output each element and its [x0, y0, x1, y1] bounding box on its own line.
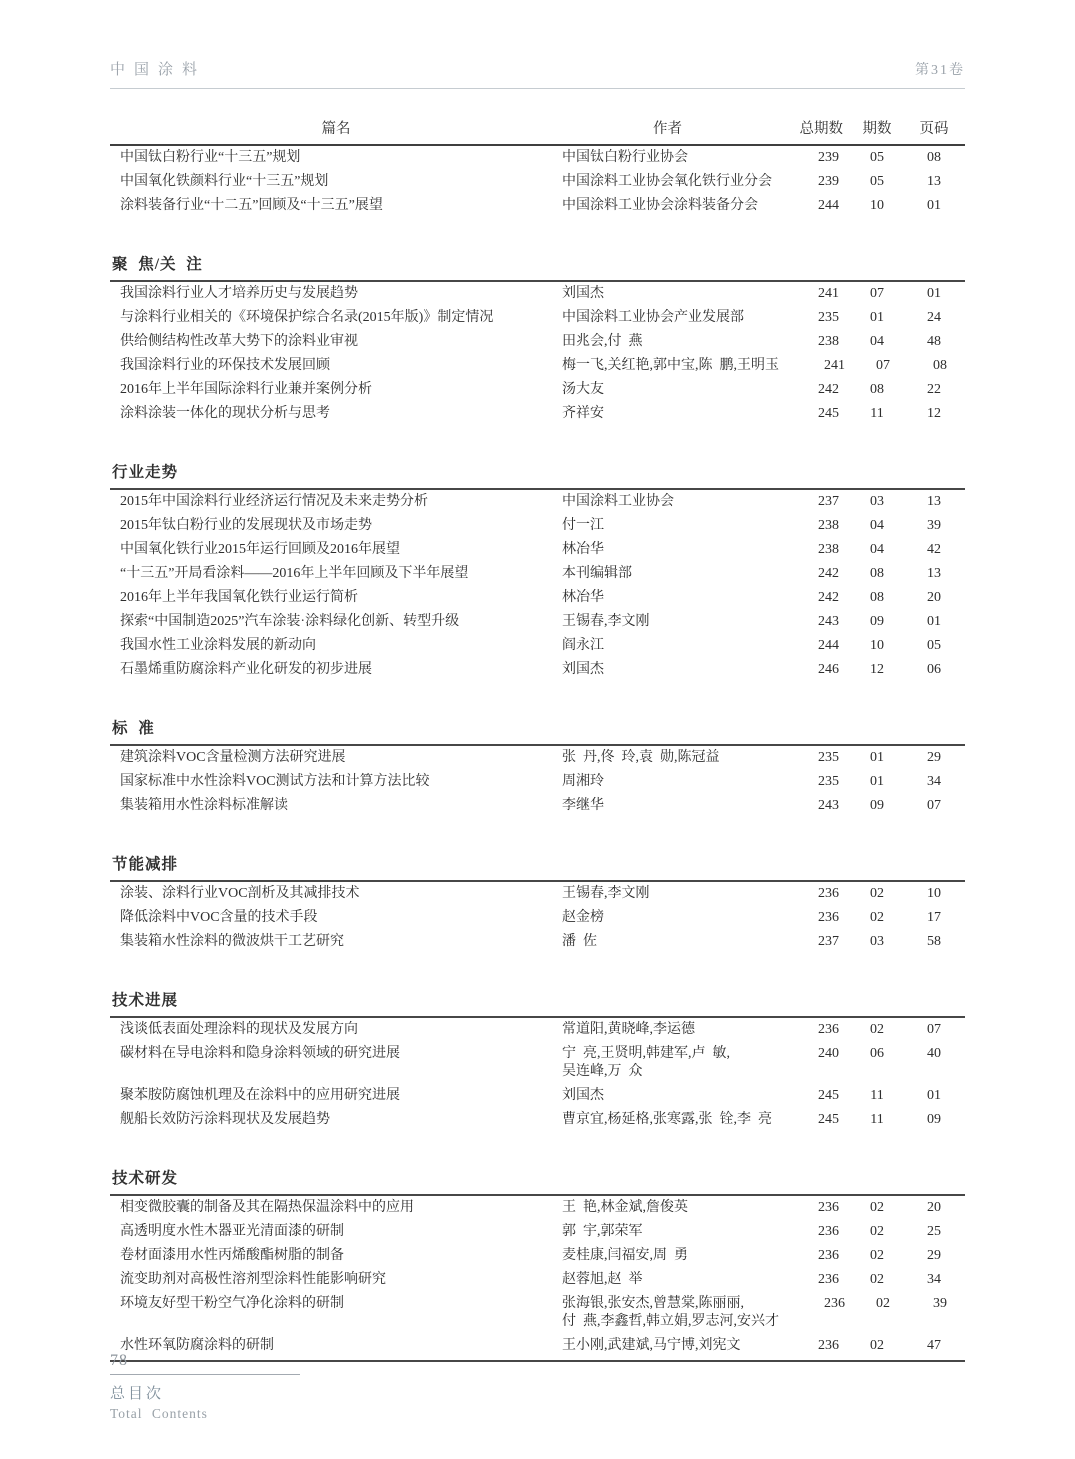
page-number: 13	[927, 566, 941, 581]
page-number: 13	[927, 494, 941, 509]
article-author	[562, 565, 773, 583]
table-row	[110, 490, 965, 514]
page-number: 39	[927, 518, 941, 533]
issue-number: 09	[870, 798, 884, 813]
issue-number: 02	[870, 1248, 884, 1263]
article-title: 中国氧化铁颜料行业“十三五”规划	[120, 174, 329, 189]
author-line: 吴连峰,万 众	[562, 1064, 643, 1079]
section	[110, 146, 965, 218]
total-issue-number: 244	[818, 198, 839, 213]
table-header	[110, 117, 965, 146]
table-row	[110, 794, 965, 818]
footer-toc-chinese: 总目次	[110, 1386, 165, 1402]
page-number: 01	[927, 1088, 941, 1103]
running-head	[110, 58, 965, 89]
column-header-total-issue: 总期数	[799, 121, 843, 137]
table-row	[110, 906, 965, 930]
author-line: 田兆会,付 燕	[562, 334, 643, 349]
article-title: 水性环氧防腐涂料的研制	[120, 1338, 274, 1353]
issue-number: 02	[870, 1224, 884, 1239]
article-author	[562, 309, 773, 327]
article-author	[562, 333, 773, 351]
page-number: 40	[927, 1046, 941, 1061]
article-title: 我国涂料行业人才培养历史与发展趋势	[120, 286, 358, 301]
article-title: 我国水性工业涂料发展的新动向	[120, 638, 316, 653]
total-issue-number: 236	[818, 1272, 839, 1287]
table-row	[110, 882, 965, 906]
footer-toc-english: Total Contents	[110, 1406, 208, 1421]
article-title: 涂料涂装一体化的现状分析与思考	[120, 406, 330, 421]
section	[110, 716, 965, 818]
author-line: 阎永江	[562, 638, 604, 653]
author-line: 齐祥安	[562, 406, 604, 421]
author-line: 梅一飞,关红艳,郭中宝,陈 鹏,王明玉	[562, 358, 779, 373]
issue-number: 09	[870, 614, 884, 629]
author-line: 赵金榜	[562, 910, 604, 925]
page-number: 13	[927, 174, 941, 189]
page-number: 17	[927, 910, 941, 925]
author-line: 汤大友	[562, 382, 604, 397]
article-title: 涂装、涂料行业VOC剖析及其减排技术	[120, 886, 360, 901]
article-author	[562, 909, 773, 927]
issue-number: 11	[870, 1088, 884, 1103]
author-line: 张 丹,佟 玲,袁 勋,陈冠益	[562, 750, 720, 765]
journal-title: 中国涂料	[110, 62, 207, 78]
table-row	[110, 378, 965, 402]
author-line: 林冶华	[562, 590, 604, 605]
total-issue-number: 236	[818, 1022, 839, 1037]
total-issue-number: 235	[818, 774, 839, 789]
issue-number: 10	[870, 638, 884, 653]
article-title: 国家标准中水性涂料VOC测试方法和计算方法比较	[120, 774, 430, 789]
author-line: 张海银,张安杰,曾慧棠,陈丽丽,	[562, 1296, 744, 1311]
author-line: 中国涂料工业协会产业发展部	[562, 310, 744, 325]
article-author	[562, 1223, 773, 1241]
issue-number: 02	[870, 910, 884, 925]
table-row	[110, 1268, 965, 1292]
article-author	[562, 517, 773, 535]
total-issue-number: 245	[818, 406, 839, 421]
total-issue-number: 235	[818, 310, 839, 325]
issue-number: 01	[870, 774, 884, 789]
page-number: 08	[933, 358, 947, 373]
article-author	[562, 749, 773, 767]
issue-number: 12	[870, 662, 884, 677]
section	[110, 460, 965, 682]
issue-number: 02	[870, 886, 884, 901]
table-row	[110, 770, 965, 794]
author-line: 中国钛白粉行业协会	[562, 150, 688, 165]
article-author	[562, 885, 773, 903]
table-row	[110, 194, 965, 218]
issue-number: 08	[870, 566, 884, 581]
page-number: 24	[927, 310, 941, 325]
table-row	[110, 1196, 965, 1220]
article-title: 中国钛白粉行业“十三五”规划	[120, 150, 301, 165]
table-row	[110, 610, 965, 634]
issue-number: 07	[870, 286, 884, 301]
total-issue-number: 238	[818, 542, 839, 557]
total-issue-number: 237	[818, 934, 839, 949]
total-issue-number: 236	[824, 1296, 845, 1311]
total-issue-number: 238	[818, 518, 839, 533]
table-row	[110, 514, 965, 538]
author-line: 刘国杰	[562, 1088, 604, 1103]
page-number: 29	[927, 1248, 941, 1263]
author-line: 潘 佐	[562, 934, 597, 949]
page-number: 22	[927, 382, 941, 397]
article-author	[562, 541, 773, 559]
total-issue-number: 244	[818, 638, 839, 653]
page-number: 01	[927, 614, 941, 629]
table-row	[110, 354, 965, 378]
author-line: 赵蓉旭,赵 举	[562, 1272, 643, 1287]
page-number: 29	[927, 750, 941, 765]
author-line: 付一江	[562, 518, 604, 533]
page-number: 06	[927, 662, 941, 677]
total-issue-number: 236	[818, 1200, 839, 1215]
table-row	[110, 282, 965, 306]
column-header-author: 作者	[653, 121, 682, 137]
author-line: 郭 宇,郭荣军	[562, 1224, 643, 1239]
article-title: 2016年上半年我国氧化铁行业运行简析	[120, 590, 358, 605]
article-title: 建筑涂料VOC含量检测方法研究进展	[120, 750, 346, 765]
page-number: 34	[927, 774, 941, 789]
article-title: 2015年钛白粉行业的发展现状及市场走势	[120, 518, 372, 533]
table-row	[110, 634, 965, 658]
section	[110, 988, 965, 1132]
table-row	[110, 402, 965, 426]
page-number: 05	[927, 638, 941, 653]
issue-number: 08	[870, 590, 884, 605]
article-title: 聚苯胺防腐蚀机理及在涂料中的应用研究进展	[120, 1088, 400, 1103]
table-row	[110, 1108, 965, 1132]
article-title: 集装箱水性涂料的微波烘干工艺研究	[120, 934, 344, 949]
article-author	[562, 1021, 773, 1039]
section-heading: 标 准	[112, 720, 155, 737]
page-number: 12	[927, 406, 941, 421]
total-issue-number: 241	[824, 358, 845, 373]
page-number: 39	[933, 1296, 947, 1311]
article-title: 2016年上半年国际涂料行业兼并案例分析	[120, 382, 372, 397]
issue-number: 02	[870, 1200, 884, 1215]
total-issue-number: 239	[818, 150, 839, 165]
page-number: 42	[927, 542, 941, 557]
page-number: 47	[927, 1338, 941, 1353]
article-author	[562, 405, 773, 423]
article-author	[562, 381, 773, 399]
article-author	[562, 493, 773, 511]
table-row	[110, 1220, 965, 1244]
total-issue-number: 242	[818, 590, 839, 605]
table-row	[110, 146, 965, 170]
issue-number: 04	[870, 542, 884, 557]
table-row	[110, 658, 965, 682]
table-row	[110, 1292, 965, 1334]
page-number: 58	[927, 934, 941, 949]
table-row	[110, 1084, 965, 1108]
page-number: 07	[927, 1022, 941, 1037]
column-header-issue: 期数	[862, 121, 892, 137]
author-line: 本刊编辑部	[562, 566, 632, 581]
author-line: 王锡春,李文刚	[562, 614, 650, 629]
author-line: 中国涂料工业协会氧化铁行业分会	[562, 174, 772, 189]
issue-number: 03	[870, 934, 884, 949]
column-header-page: 页码	[919, 121, 949, 137]
article-author	[562, 637, 773, 655]
article-author	[562, 1295, 779, 1331]
article-title: 环境友好型干粉空气净化涂料的研制	[120, 1296, 344, 1311]
page-number: 25	[927, 1224, 941, 1239]
issue-number: 04	[870, 334, 884, 349]
issue-number: 11	[870, 406, 884, 421]
article-author	[562, 1111, 773, 1129]
author-line: 刘国杰	[562, 662, 604, 677]
author-line: 周湘玲	[562, 774, 604, 789]
article-author	[562, 661, 773, 679]
article-title: 探索“中国制造2025”汽车涂装·涂料绿化创新、转型升级	[120, 614, 460, 629]
page-number: 78	[110, 1352, 128, 1369]
article-title: 与涂料行业相关的《环境保护综合名录(2015年版)》制定情况	[120, 310, 494, 325]
author-line: 曹京宜,杨延格,张寒露,张 铨,李 亮	[562, 1112, 772, 1127]
author-line: 付 燕,李鑫哲,韩立娟,罗志河,安兴才	[562, 1314, 779, 1329]
issue-number: 02	[876, 1296, 890, 1311]
section	[110, 852, 965, 954]
page-number: 09	[927, 1112, 941, 1127]
issue-number: 01	[870, 310, 884, 325]
total-issue-number: 246	[818, 662, 839, 677]
total-issue-number: 245	[818, 1112, 839, 1127]
issue-number: 08	[870, 382, 884, 397]
table-row	[110, 330, 965, 354]
author-line: 中国涂料工业协会	[562, 494, 674, 509]
article-title: 高透明度水性木器亚光清面漆的研制	[120, 1224, 344, 1239]
article-title: 降低涂料中VOC含量的技术手段	[120, 910, 318, 925]
article-author	[562, 1045, 773, 1081]
section	[110, 252, 965, 426]
total-issue-number: 245	[818, 1088, 839, 1103]
author-line: 林冶华	[562, 542, 604, 557]
column-header-title: 篇名	[321, 121, 351, 137]
issue-number: 03	[870, 494, 884, 509]
article-title: 中国氧化铁行业2015年运行回顾及2016年展望	[120, 542, 400, 557]
article-author	[562, 357, 779, 375]
total-issue-number: 242	[818, 566, 839, 581]
issue-number: 05	[870, 174, 884, 189]
page-number: 34	[927, 1272, 941, 1287]
article-title: 相变微胶囊的制备及其在隔热保温涂料中的应用	[120, 1200, 414, 1215]
article-author	[562, 613, 773, 631]
section-heading: 技术研发	[112, 1170, 179, 1187]
total-issue-number: 239	[818, 174, 839, 189]
issue-number: 04	[870, 518, 884, 533]
author-line: 常道阳,黄晓峰,李运德	[562, 1022, 695, 1037]
article-title: 涂料装备行业“十二五”回顾及“十三五”展望	[120, 198, 383, 213]
table-row	[110, 1018, 965, 1042]
article-title: 卷材面漆用水性丙烯酸酯树脂的制备	[120, 1248, 344, 1263]
issue-number: 02	[870, 1338, 884, 1353]
author-line: 王 艳,林金斌,詹俊英	[562, 1200, 688, 1215]
article-title: 流变助剂对高极性溶剂型涂料性能影响研究	[120, 1272, 386, 1287]
total-issue-number: 240	[818, 1046, 839, 1061]
article-title: 集装箱用水性涂料标准解读	[120, 798, 288, 813]
section-heading: 行业走势	[112, 464, 179, 481]
total-issue-number: 238	[818, 334, 839, 349]
article-author	[562, 773, 773, 791]
article-author	[562, 1087, 773, 1105]
page-number: 20	[927, 1200, 941, 1215]
article-author	[562, 933, 773, 951]
author-line: 中国涂料工业协会涂料装备分会	[562, 198, 758, 213]
article-title: 舰船长效防污涂料现状及发展趋势	[120, 1112, 330, 1127]
total-issue-number: 236	[818, 1224, 839, 1239]
author-line: 宁 亮,王贤明,韩建军,卢 敏,	[562, 1046, 730, 1061]
page-footer	[110, 1352, 965, 1422]
author-line: 李继华	[562, 798, 604, 813]
article-author	[562, 285, 773, 303]
author-line: 刘国杰	[562, 286, 604, 301]
issue-number: 02	[870, 1022, 884, 1037]
table-row	[110, 1244, 965, 1268]
total-issue-number: 236	[818, 1338, 839, 1353]
section	[110, 1166, 965, 1358]
article-author	[562, 589, 773, 607]
article-author	[562, 173, 773, 191]
total-issue-number: 243	[818, 614, 839, 629]
volume-label: 第31卷	[915, 63, 965, 78]
article-title: 我国涂料行业的环保技术发展回顾	[120, 358, 330, 373]
article-author	[562, 1247, 773, 1265]
article-author	[562, 1271, 773, 1289]
article-author	[562, 1199, 773, 1217]
total-issue-number: 236	[818, 886, 839, 901]
table-row	[110, 746, 965, 770]
table-row	[110, 306, 965, 330]
total-issue-number: 236	[818, 910, 839, 925]
issue-number: 02	[870, 1272, 884, 1287]
article-author	[562, 149, 773, 167]
table-row	[110, 1042, 965, 1084]
issue-number: 10	[870, 198, 884, 213]
table-row	[110, 170, 965, 194]
article-title: 浅谈低表面处理涂料的现状及发展方向	[120, 1022, 358, 1037]
page-number: 10	[927, 886, 941, 901]
section-heading: 技术进展	[112, 992, 179, 1009]
page-number: 01	[927, 286, 941, 301]
author-line: 麦桂康,闫福安,周 勇	[562, 1248, 688, 1263]
table-row	[110, 586, 965, 610]
article-title: 碳材料在导电涂料和隐身涂料领域的研究进展	[120, 1046, 400, 1061]
total-issue-number: 241	[818, 286, 839, 301]
total-issue-number: 237	[818, 494, 839, 509]
table-row	[110, 538, 965, 562]
table-row	[110, 930, 965, 954]
contents-table	[110, 146, 965, 1358]
total-issue-number: 235	[818, 750, 839, 765]
table-row	[110, 562, 965, 586]
page-number: 08	[927, 150, 941, 165]
total-issue-number: 236	[818, 1248, 839, 1263]
article-title: 石墨烯重防腐涂料产业化研发的初步进展	[120, 662, 372, 677]
issue-number: 11	[870, 1112, 884, 1127]
section-heading: 节能减排	[112, 856, 179, 873]
page-number: 01	[927, 198, 941, 213]
author-line: 王小刚,武建斌,马宁博,刘宪文	[562, 1338, 741, 1353]
page-number: 07	[927, 798, 941, 813]
article-title: 2015年中国涂料行业经济运行情况及未来走势分析	[120, 494, 428, 509]
article-author	[562, 197, 773, 215]
total-issue-number: 243	[818, 798, 839, 813]
section-heading: 聚 焦/关 注	[112, 256, 203, 273]
total-issue-number: 242	[818, 382, 839, 397]
article-author	[562, 797, 773, 815]
author-line: 王锡春,李文刚	[562, 886, 650, 901]
article-title: “十三五”开局看涂料——2016年上半年回顾及下半年展望	[120, 566, 469, 581]
page-number: 48	[927, 334, 941, 349]
footer-rule	[110, 1374, 300, 1375]
issue-number: 06	[870, 1046, 884, 1061]
article-title: 供给侧结构性改革大势下的涂料业审视	[120, 334, 358, 349]
page-number: 20	[927, 590, 941, 605]
issue-number: 07	[876, 358, 890, 373]
issue-number: 01	[870, 750, 884, 765]
issue-number: 05	[870, 150, 884, 165]
